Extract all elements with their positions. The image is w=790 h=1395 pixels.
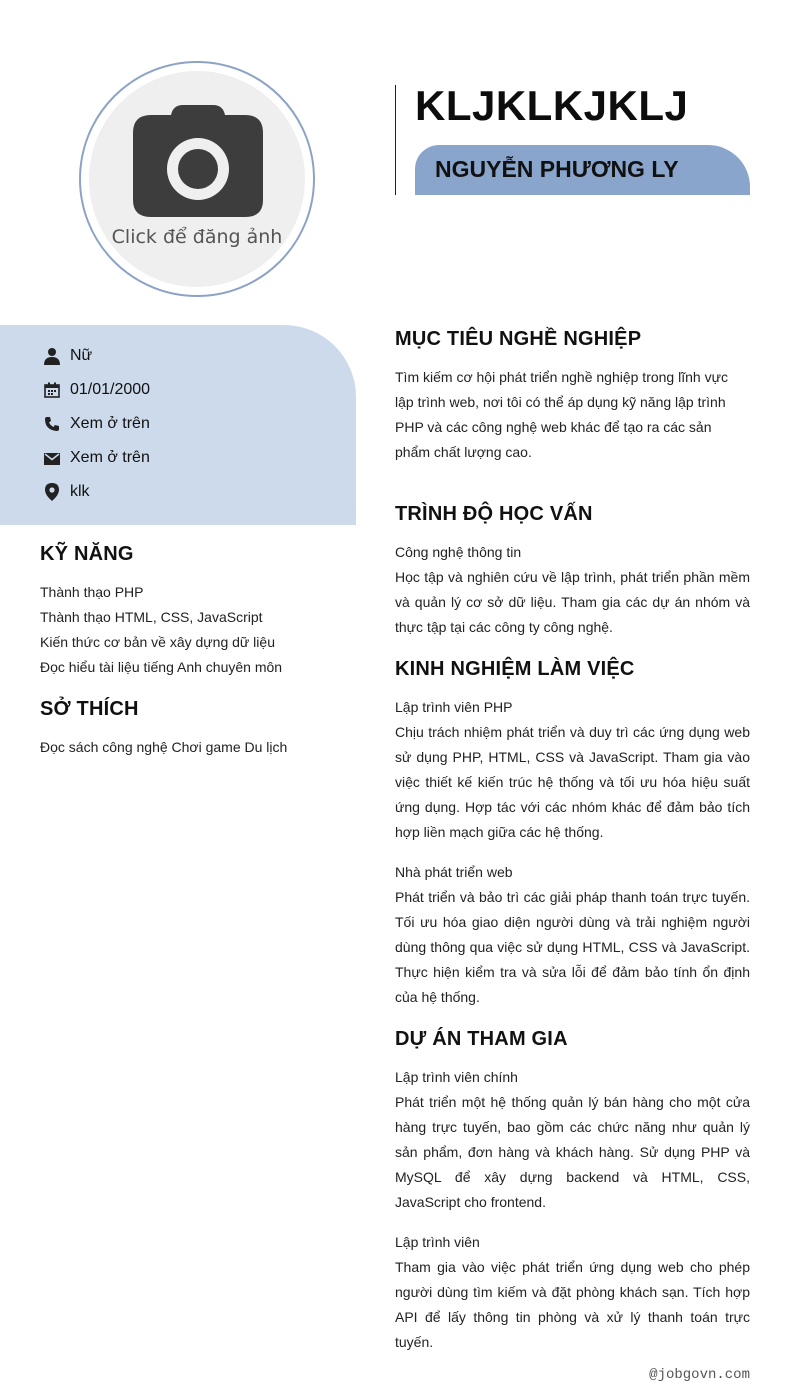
skills-heading: KỸ NĂNG [40, 543, 134, 565]
avatar-placeholder[interactable] [89, 71, 305, 287]
project-item [395, 1230, 750, 1355]
job-title[interactable]: NGUYỄN PHƯƠNG LY [435, 156, 679, 182]
experience-role[interactable]: Lập trình viên PHP [395, 699, 513, 715]
skill-item[interactable]: Đọc hiểu tài liệu tiếng Anh chuyên môn [40, 659, 283, 675]
experience-text[interactable]: Chịu trách nhiệm phát triển và duy trì các ứng dụng web sử dụng PHP, HTML, CSS và JavaScript. Tham gia vào việc thiết kế kiến trúc hệ thống và tối ưu hóa hiệu suất ứng dụng. Hợp tác với các nhóm khác để đảm bảo tích hợp liền mạch giữa các hệ thống. [395, 724, 750, 840]
contact-gender[interactable] [42, 344, 92, 368]
skill-item[interactable]: Thành thạo PHP [40, 584, 144, 600]
hobbies-heading: SỞ THÍCH [40, 698, 139, 720]
skill-item[interactable]: Kiến thức cơ bản về xây dựng dữ liệu [40, 634, 275, 650]
job-title-banner [415, 145, 750, 195]
experience-text[interactable]: Phát triển và bảo trì các giải pháp thanh toán trực tuyến. Tối ưu hóa giao diện người dùng và trải nghiệm người dùng thông qua việc sử dụng HTML, CSS và JavaScript. Thực hiện kiểm tra và sửa lỗi để đảm bảo tính ổn định của hệ thống. [395, 889, 750, 1005]
full-name[interactable]: KLJKLKJKLJ [415, 82, 689, 129]
avatar-caption: Click để đăng ảnh [111, 226, 283, 248]
education-heading: TRÌNH ĐỘ HỌC VẤN [395, 503, 593, 525]
gender-value: Nữ [70, 347, 93, 364]
camera-icon [133, 103, 263, 218]
location-pin-icon [42, 482, 62, 502]
education-section [395, 540, 750, 640]
experience-item [395, 695, 750, 845]
project-text[interactable]: Phát triển một hệ thống quản lý bán hàng cho một cửa hàng trực tuyến, bao gồm các chức năng như quản lý sản phẩm, đơn hàng và khách hàng. Sử dụng PHP và MySQL để xây dựng backend và HTML, CSS, JavaScript cho frontend. [395, 1094, 750, 1210]
email-value: Xem ở trên [70, 449, 150, 466]
objective-text[interactable]: Tìm kiếm cơ hội phát triển nghề nghiệp trong lĩnh vực lập trình web, nơi tôi có thể áp dụng kỹ năng lập trình PHP và các công nghệ web khác để tạo ra các sản phẩm chất lượng cao. [395, 369, 728, 460]
calendar-icon [42, 380, 62, 400]
project-text[interactable]: Tham gia vào việc phát triển ứng dụng web cho phép người dùng tìm kiếm và đặt phòng khách sạn. Tích hợp API để lấy thông tin phòng và xử lý thanh toán trực tuyến. [395, 1259, 750, 1350]
phone-icon [42, 414, 62, 434]
contact-address[interactable] [42, 480, 90, 504]
education-field[interactable]: Công nghệ thông tin [395, 544, 522, 560]
mail-icon [42, 448, 62, 468]
experience-role[interactable]: Nhà phát triển web [395, 864, 513, 880]
experience-item [395, 860, 750, 1010]
objective-heading: MỤC TIÊU NGHỀ NGHIỆP [395, 328, 642, 350]
header-divider [395, 85, 396, 195]
education-text[interactable]: Học tập và nghiên cứu về lập trình, phát triển phần mềm và quản lý cơ sở dữ liệu. Tham gia các dự án nhóm và thực tập tại các công ty công nghệ. [395, 569, 750, 635]
projects-heading: DỰ ÁN THAM GIA [395, 1028, 568, 1050]
hobbies-text[interactable]: Đọc sách công nghệ Chơi game Du lịch [40, 739, 288, 755]
project-item [395, 1065, 750, 1215]
contact-email[interactable] [42, 446, 150, 470]
avatar-upload[interactable] [79, 61, 315, 297]
birthdate-value: 01/01/2000 [70, 381, 151, 398]
contact-phone[interactable] [42, 412, 150, 436]
experience-heading: KINH NGHIỆM LÀM VIỆC [395, 658, 635, 680]
address-value: klk [70, 483, 90, 500]
phone-value: Xem ở trên [70, 415, 150, 432]
contact-birthdate[interactable] [42, 378, 150, 402]
project-role[interactable]: Lập trình viên [395, 1234, 480, 1250]
objective-section [395, 365, 750, 465]
watermark: @jobgovn.com [649, 1367, 750, 1383]
skill-item[interactable]: Thành thạo HTML, CSS, JavaScript [40, 609, 263, 625]
person-icon [42, 346, 62, 366]
project-role[interactable]: Lập trình viên chính [395, 1069, 518, 1085]
